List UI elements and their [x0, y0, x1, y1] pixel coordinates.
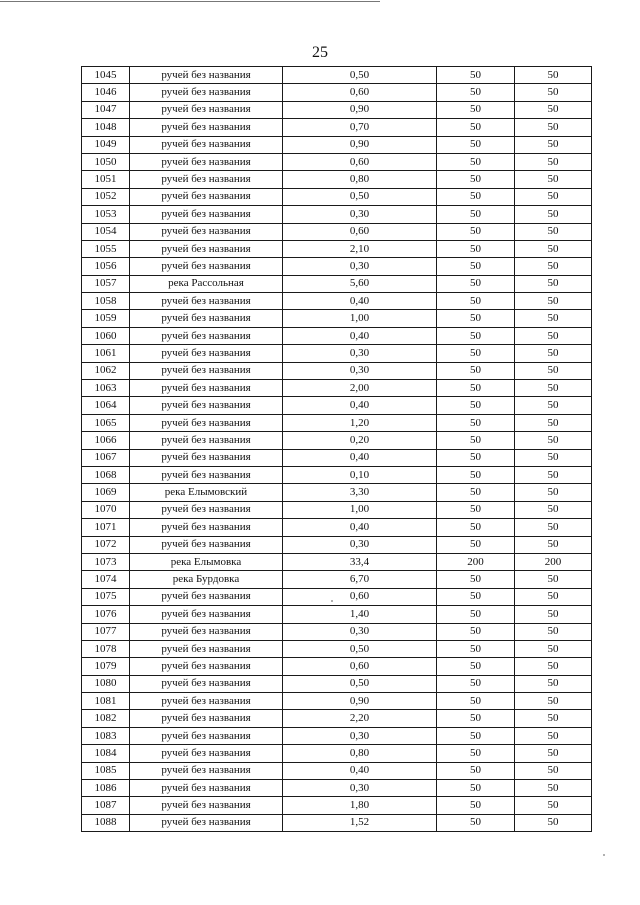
table-row [82, 223, 592, 240]
zone-width-2-cell: 50 [515, 710, 592, 727]
length-cell: 0,30 [283, 362, 437, 379]
table-row [82, 449, 592, 466]
zone-width-cell: 50 [437, 327, 515, 344]
zone-width-2-cell: 50 [515, 397, 592, 414]
row-number-cell: 1067 [82, 449, 130, 466]
zone-width-2-cell: 50 [515, 466, 592, 483]
page-number: 25 [312, 44, 328, 61]
table-row [82, 623, 592, 640]
zone-width-cell: 50 [437, 745, 515, 762]
zone-width-2-cell: 50 [515, 223, 592, 240]
water-body-name-cell: ручей без названия [130, 449, 283, 466]
water-body-name-cell: ручей без названия [130, 501, 283, 518]
zone-width-cell: 200 [437, 553, 515, 570]
row-number-cell: 1053 [82, 206, 130, 223]
scan-speck [603, 854, 605, 856]
row-number-cell: 1073 [82, 553, 130, 570]
zone-width-2-cell: 50 [515, 380, 592, 397]
table-row [82, 727, 592, 744]
zone-width-2-cell: 50 [515, 188, 592, 205]
zone-width-cell: 50 [437, 362, 515, 379]
water-body-name-cell: ручей без названия [130, 223, 283, 240]
length-cell: 1,52 [283, 814, 437, 831]
row-number-cell: 1046 [82, 84, 130, 101]
length-cell: 0,40 [283, 449, 437, 466]
length-cell: 33,4 [283, 553, 437, 570]
table-row [82, 693, 592, 710]
row-number-cell: 1088 [82, 814, 130, 831]
table-row [82, 327, 592, 344]
zone-width-2-cell: 50 [515, 814, 592, 831]
table-row [82, 466, 592, 483]
zone-width-cell: 50 [437, 414, 515, 431]
zone-width-2-cell: 50 [515, 345, 592, 362]
zone-width-cell: 50 [437, 240, 515, 257]
water-body-name-cell: ручей без названия [130, 658, 283, 675]
row-number-cell: 1070 [82, 501, 130, 518]
length-cell: 0,10 [283, 466, 437, 483]
table-row [82, 571, 592, 588]
zone-width-2-cell: 50 [515, 67, 592, 84]
row-number-cell: 1083 [82, 727, 130, 744]
water-body-name-cell: ручей без названия [130, 588, 283, 605]
zone-width-2-cell: 50 [515, 293, 592, 310]
length-cell: 2,10 [283, 240, 437, 257]
table-row [82, 780, 592, 797]
zone-width-cell: 50 [437, 466, 515, 483]
zone-width-cell: 50 [437, 727, 515, 744]
water-body-name-cell: ручей без названия [130, 153, 283, 170]
length-cell: 0,50 [283, 188, 437, 205]
zone-width-cell: 50 [437, 293, 515, 310]
table-row [82, 84, 592, 101]
row-number-cell: 1060 [82, 327, 130, 344]
length-cell: 0,30 [283, 780, 437, 797]
zone-width-cell: 50 [437, 188, 515, 205]
zone-width-cell: 50 [437, 780, 515, 797]
water-body-name-cell: ручей без названия [130, 797, 283, 814]
zone-width-2-cell: 50 [515, 362, 592, 379]
row-number-cell: 1079 [82, 658, 130, 675]
table-row [82, 362, 592, 379]
zone-width-2-cell: 50 [515, 101, 592, 118]
water-body-name-cell: ручей без названия [130, 606, 283, 623]
row-number-cell: 1069 [82, 484, 130, 501]
zone-width-2-cell: 50 [515, 623, 592, 640]
table-row [82, 67, 592, 84]
water-body-name-cell: ручей без названия [130, 101, 283, 118]
row-number-cell: 1085 [82, 762, 130, 779]
table-row [82, 188, 592, 205]
water-body-name-cell: ручей без названия [130, 466, 283, 483]
zone-width-cell: 50 [437, 658, 515, 675]
row-number-cell: 1052 [82, 188, 130, 205]
zone-width-cell: 50 [437, 101, 515, 118]
zone-width-2-cell: 50 [515, 658, 592, 675]
table-row [82, 484, 592, 501]
water-body-name-cell: ручей без названия [130, 188, 283, 205]
water-body-name-cell: ручей без названия [130, 762, 283, 779]
zone-width-2-cell: 50 [515, 153, 592, 170]
zone-width-cell: 50 [437, 275, 515, 292]
table-row [82, 293, 592, 310]
row-number-cell: 1056 [82, 258, 130, 275]
table-row [82, 536, 592, 553]
zone-width-2-cell: 50 [515, 762, 592, 779]
table-row [82, 345, 592, 362]
water-body-name-cell: ручей без названия [130, 814, 283, 831]
length-cell: 0,40 [283, 762, 437, 779]
length-cell: 0,70 [283, 119, 437, 136]
zone-width-2-cell: 50 [515, 310, 592, 327]
zone-width-2-cell: 50 [515, 693, 592, 710]
row-number-cell: 1078 [82, 640, 130, 657]
zone-width-2-cell: 50 [515, 414, 592, 431]
length-cell: 0,60 [283, 658, 437, 675]
table-row [82, 380, 592, 397]
length-cell: 0,30 [283, 727, 437, 744]
water-body-name-cell: ручей без названия [130, 345, 283, 362]
zone-width-cell: 50 [437, 345, 515, 362]
row-number-cell: 1050 [82, 153, 130, 170]
table-row [82, 710, 592, 727]
water-body-name-cell: ручей без названия [130, 310, 283, 327]
row-number-cell: 1059 [82, 310, 130, 327]
water-body-name-cell: река Елымовский [130, 484, 283, 501]
table-row [82, 310, 592, 327]
zone-width-cell: 50 [437, 223, 515, 240]
water-body-name-cell: ручей без названия [130, 67, 283, 84]
row-number-cell: 1048 [82, 119, 130, 136]
table-row [82, 675, 592, 692]
table-row [82, 762, 592, 779]
length-cell: 1,00 [283, 310, 437, 327]
table-row [82, 101, 592, 118]
zone-width-2-cell: 50 [515, 136, 592, 153]
length-cell: 0,80 [283, 745, 437, 762]
water-body-name-cell: ручей без названия [130, 414, 283, 431]
length-cell: 0,90 [283, 136, 437, 153]
zone-width-cell: 50 [437, 67, 515, 84]
zone-width-2-cell: 50 [515, 275, 592, 292]
length-cell: 0,30 [283, 345, 437, 362]
water-body-name-cell: ручей без названия [130, 119, 283, 136]
zone-width-cell: 50 [437, 380, 515, 397]
zone-width-cell: 50 [437, 501, 515, 518]
row-number-cell: 1058 [82, 293, 130, 310]
water-body-name-cell: ручей без названия [130, 240, 283, 257]
zone-width-cell: 50 [437, 797, 515, 814]
water-body-name-cell: ручей без названия [130, 258, 283, 275]
row-number-cell: 1061 [82, 345, 130, 362]
length-cell: 0,40 [283, 397, 437, 414]
zone-width-2-cell: 50 [515, 780, 592, 797]
zone-width-2-cell: 50 [515, 171, 592, 188]
length-cell: 0,60 [283, 588, 437, 605]
length-cell: 1,00 [283, 501, 437, 518]
zone-width-2-cell: 50 [515, 258, 592, 275]
zone-width-2-cell: 50 [515, 797, 592, 814]
zone-width-cell: 50 [437, 571, 515, 588]
zone-width-2-cell: 50 [515, 119, 592, 136]
zone-width-2-cell: 50 [515, 240, 592, 257]
table-row [82, 658, 592, 675]
table-row [82, 153, 592, 170]
length-cell: 0,90 [283, 693, 437, 710]
length-cell: 0,40 [283, 519, 437, 536]
length-cell: 0,90 [283, 101, 437, 118]
zone-width-cell: 50 [437, 693, 515, 710]
table-row [82, 119, 592, 136]
table-row [82, 397, 592, 414]
zone-width-cell: 50 [437, 119, 515, 136]
row-number-cell: 1081 [82, 693, 130, 710]
row-number-cell: 1077 [82, 623, 130, 640]
length-cell: 0,30 [283, 206, 437, 223]
length-cell: 0,20 [283, 432, 437, 449]
length-cell: 0,80 [283, 171, 437, 188]
zone-width-cell: 50 [437, 153, 515, 170]
row-number-cell: 1080 [82, 675, 130, 692]
length-cell: 0,60 [283, 223, 437, 240]
water-body-name-cell: река Рассольная [130, 275, 283, 292]
zone-width-2-cell: 50 [515, 327, 592, 344]
row-number-cell: 1086 [82, 780, 130, 797]
table-row [82, 206, 592, 223]
zone-width-cell: 50 [437, 397, 515, 414]
zone-width-2-cell: 50 [515, 84, 592, 101]
water-body-name-cell: река Елымовка [130, 553, 283, 570]
zone-width-2-cell: 50 [515, 606, 592, 623]
zone-width-cell: 50 [437, 675, 515, 692]
table-row [82, 432, 592, 449]
table-row [82, 640, 592, 657]
water-body-name-cell: ручей без названия [130, 397, 283, 414]
water-body-name-cell: ручей без названия [130, 171, 283, 188]
water-body-name-cell: ручей без названия [130, 780, 283, 797]
zone-width-2-cell: 50 [515, 432, 592, 449]
zone-width-2-cell: 50 [515, 519, 592, 536]
table-row [82, 275, 592, 292]
row-number-cell: 1074 [82, 571, 130, 588]
length-cell: 0,50 [283, 675, 437, 692]
table-row [82, 519, 592, 536]
zone-width-cell: 50 [437, 258, 515, 275]
zone-width-cell: 50 [437, 432, 515, 449]
zone-width-cell: 50 [437, 762, 515, 779]
row-number-cell: 1072 [82, 536, 130, 553]
water-body-name-cell: ручей без названия [130, 84, 283, 101]
water-body-name-cell: река Бурдовка [130, 571, 283, 588]
row-number-cell: 1054 [82, 223, 130, 240]
table-row [82, 258, 592, 275]
zone-width-2-cell: 50 [515, 501, 592, 518]
zone-width-2-cell: 50 [515, 536, 592, 553]
water-body-name-cell: ручей без названия [130, 206, 283, 223]
row-number-cell: 1071 [82, 519, 130, 536]
table-row [82, 240, 592, 257]
row-number-cell: 1068 [82, 466, 130, 483]
zone-width-cell: 50 [437, 710, 515, 727]
length-cell: 0,30 [283, 536, 437, 553]
length-cell: 1,80 [283, 797, 437, 814]
zone-width-cell: 50 [437, 206, 515, 223]
table-body [82, 67, 592, 832]
length-cell: 1,20 [283, 414, 437, 431]
length-cell: 0,50 [283, 67, 437, 84]
row-number-cell: 1062 [82, 362, 130, 379]
row-number-cell: 1065 [82, 414, 130, 431]
length-cell: 2,20 [283, 710, 437, 727]
water-body-name-cell: ручей без названия [130, 519, 283, 536]
table-row [82, 814, 592, 831]
row-number-cell: 1066 [82, 432, 130, 449]
row-number-cell: 1087 [82, 797, 130, 814]
row-number-cell: 1064 [82, 397, 130, 414]
zone-width-2-cell: 50 [515, 588, 592, 605]
zone-width-2-cell: 50 [515, 449, 592, 466]
zone-width-2-cell: 200 [515, 553, 592, 570]
zone-width-cell: 50 [437, 640, 515, 657]
row-number-cell: 1063 [82, 380, 130, 397]
row-number-cell: 1084 [82, 745, 130, 762]
zone-width-cell: 50 [437, 623, 515, 640]
row-number-cell: 1055 [82, 240, 130, 257]
length-cell: 0,40 [283, 327, 437, 344]
row-number-cell: 1047 [82, 101, 130, 118]
zone-width-cell: 50 [437, 449, 515, 466]
water-body-name-cell: ручей без названия [130, 745, 283, 762]
length-cell: 0,60 [283, 153, 437, 170]
zone-width-2-cell: 50 [515, 727, 592, 744]
length-cell: 0,30 [283, 258, 437, 275]
zone-width-2-cell: 50 [515, 206, 592, 223]
table-row [82, 553, 592, 570]
zone-width-cell: 50 [437, 171, 515, 188]
water-body-name-cell: ручей без названия [130, 380, 283, 397]
water-body-name-cell: ручей без названия [130, 136, 283, 153]
water-body-name-cell: ручей без названия [130, 623, 283, 640]
row-number-cell: 1057 [82, 275, 130, 292]
rivers-table [81, 66, 592, 832]
row-number-cell: 1076 [82, 606, 130, 623]
water-body-name-cell: ручей без названия [130, 293, 283, 310]
length-cell: 0,50 [283, 640, 437, 657]
zone-width-cell: 50 [437, 84, 515, 101]
table-row [82, 414, 592, 431]
length-cell: 0,40 [283, 293, 437, 310]
zone-width-cell: 50 [437, 536, 515, 553]
row-number-cell: 1049 [82, 136, 130, 153]
zone-width-2-cell: 50 [515, 640, 592, 657]
zone-width-2-cell: 50 [515, 675, 592, 692]
table-row [82, 797, 592, 814]
water-body-name-cell: ручей без названия [130, 693, 283, 710]
length-cell: 5,60 [283, 275, 437, 292]
water-body-name-cell: ручей без названия [130, 432, 283, 449]
water-body-name-cell: ручей без названия [130, 727, 283, 744]
water-body-name-cell: ручей без названия [130, 362, 283, 379]
length-cell: 2,00 [283, 380, 437, 397]
zone-width-2-cell: 50 [515, 571, 592, 588]
table-row [82, 606, 592, 623]
zone-width-cell: 50 [437, 606, 515, 623]
zone-width-cell: 50 [437, 310, 515, 327]
top-border-line [0, 1, 380, 2]
length-cell: 3,30 [283, 484, 437, 501]
row-number-cell: 1075 [82, 588, 130, 605]
zone-width-cell: 50 [437, 519, 515, 536]
length-cell: 0,60 [283, 84, 437, 101]
water-body-name-cell: ручей без названия [130, 675, 283, 692]
zone-width-2-cell: 50 [515, 484, 592, 501]
table-row [82, 745, 592, 762]
length-cell: 1,40 [283, 606, 437, 623]
table-row [82, 171, 592, 188]
table-row [82, 136, 592, 153]
zone-width-cell: 50 [437, 484, 515, 501]
water-body-name-cell: ручей без названия [130, 640, 283, 657]
row-number-cell: 1082 [82, 710, 130, 727]
row-number-cell: 1051 [82, 171, 130, 188]
row-number-cell: 1045 [82, 67, 130, 84]
scan-speck [331, 600, 333, 602]
water-body-name-cell: ручей без названия [130, 327, 283, 344]
table-row [82, 588, 592, 605]
zone-width-cell: 50 [437, 814, 515, 831]
length-cell: 6,70 [283, 571, 437, 588]
zone-width-2-cell: 50 [515, 745, 592, 762]
length-cell: 0,30 [283, 623, 437, 640]
zone-width-cell: 50 [437, 588, 515, 605]
zone-width-cell: 50 [437, 136, 515, 153]
table-row [82, 501, 592, 518]
water-body-name-cell: ручей без названия [130, 710, 283, 727]
water-body-name-cell: ручей без названия [130, 536, 283, 553]
